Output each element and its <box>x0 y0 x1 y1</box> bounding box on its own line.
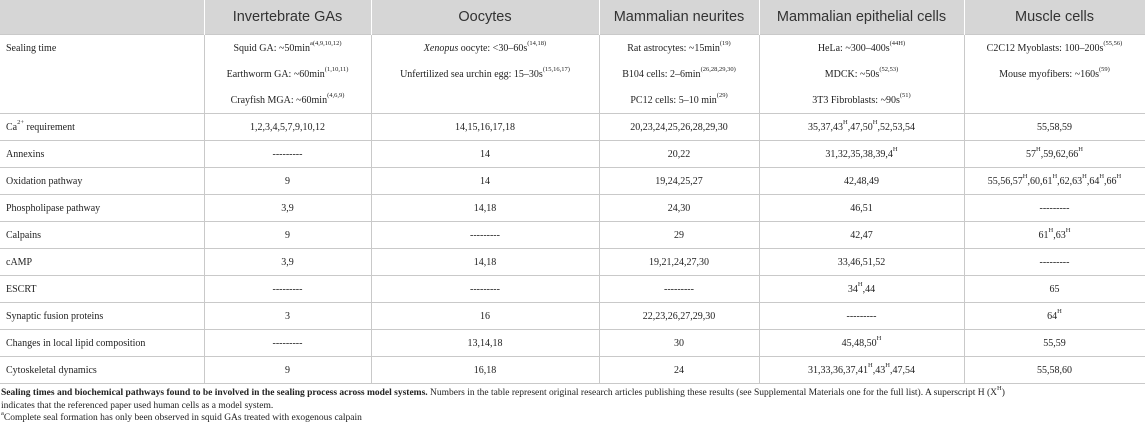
cell-sup: H <box>1065 227 1071 235</box>
table-cell: 14,18 <box>371 249 599 276</box>
table-cell: 55,58,59 <box>964 114 1145 141</box>
table-cell: $57^H,59,62,66^H$ <box>964 141 1145 168</box>
table-cell: PC12 cells: 5–10 $\min^{(29)}$ <box>599 87 759 114</box>
sealing-row <box>0 61 1145 87</box>
table-cell: Squid GA: $\sim 50\min^{a(4,9,10,12)}$ <box>204 35 371 62</box>
table-cell: 9 <box>204 168 371 195</box>
table-cell <box>371 87 599 114</box>
table-cell: Rat astrocytes: $\sim 15\min^{(19)}$ <box>599 35 759 62</box>
table-row <box>0 168 1145 195</box>
table-cell: 9 <box>204 222 371 249</box>
cell-sup: (1,10,11) <box>324 66 349 74</box>
row-label: Cytoskeletal dynamics <box>0 357 204 384</box>
table-cell: --------- <box>204 276 371 303</box>
table-cell: --------- <box>759 303 964 330</box>
table-cell: 55,58,60 <box>964 357 1145 384</box>
cell-sup: H <box>857 281 863 289</box>
table-row <box>0 330 1145 357</box>
row-label: cAMP <box>0 249 204 276</box>
table-cell: --------- <box>371 222 599 249</box>
table-row <box>0 195 1145 222</box>
cell-sup: H <box>1116 173 1122 181</box>
table-row <box>0 249 1145 276</box>
table-cell: 33,46,51,52 <box>759 249 964 276</box>
table-row <box>0 114 1145 141</box>
header-cell: Oocytes <box>371 0 599 35</box>
table-cell: $55,56,57^H,60,61^H,62,63^H,64^H,66^H$ <box>964 168 1145 195</box>
cell-sup: H <box>1052 173 1058 181</box>
table-cell: $45,48,50^H$ <box>759 330 964 357</box>
table-cell: HeLa: $\sim 300-400s^{(44H)}$ <box>759 35 964 62</box>
cell-sup: (52,53) <box>879 66 899 74</box>
cell-sup: (51) <box>899 92 911 100</box>
table-caption <box>0 384 1145 412</box>
header-cell: Invertebrate GAs <box>204 0 371 35</box>
table-cell: 16,18 <box>371 357 599 384</box>
caption-tail: ) <box>1001 388 1005 398</box>
cell-sup: H <box>876 335 882 343</box>
cell-sup: H <box>892 146 898 154</box>
row-label: $Ca^{2+}$ requirement <box>0 114 204 141</box>
cell-sup: (44H) <box>889 40 906 48</box>
table-cell: 22,23,26,27,29,30 <box>599 303 759 330</box>
table-cell: 20,23,24,25,26,28,29,30 <box>599 114 759 141</box>
table-footnote <box>0 409 1145 425</box>
row-label: ESCRT <box>0 276 204 303</box>
table-cell: 42,48,49 <box>759 168 964 195</box>
table-cell: 20,22 <box>599 141 759 168</box>
table-cell: 19,24,25,27 <box>599 168 759 195</box>
table-cell: $61^H,63^H$ <box>964 222 1145 249</box>
table-cell: 14,15,16,17,18 <box>371 114 599 141</box>
table-row <box>0 357 1145 384</box>
table-row <box>0 303 1145 330</box>
cell-sup: H <box>1078 146 1083 154</box>
header-cell <box>0 0 204 35</box>
table-cell: --------- <box>964 195 1145 222</box>
row-label <box>0 61 204 87</box>
table-cell: --------- <box>204 330 371 357</box>
cell-sup: H <box>868 362 873 370</box>
caption-bold: Sealing times and biochemical pathways found to be involved in the sealing process across model systems. <box>1 388 428 398</box>
table-cell: 3T3 Fibroblasts: $\sim 90s^{(51)}$ <box>759 87 964 114</box>
table-cell: B104 cells: $2-6\min^{(26,28,29,30)}$ <box>599 61 759 87</box>
cell-sup: H <box>872 119 878 127</box>
row-label: Changes in local lipid composition <box>0 330 204 357</box>
table-cell: 29 <box>599 222 759 249</box>
cell-sup: H <box>1082 173 1087 181</box>
cell-sup: H <box>1022 173 1028 181</box>
caption-line2: indicates that the referenced paper used human cells as a model system. <box>1 400 274 411</box>
table-row <box>0 276 1145 303</box>
table-cell: 30 <box>599 330 759 357</box>
table-cell: 3,9 <box>204 195 371 222</box>
row-label: Annexins <box>0 141 204 168</box>
sealing-row <box>0 35 1145 62</box>
row-label: Synaptic fusion proteins <box>0 303 204 330</box>
cell-sup: H <box>843 119 848 127</box>
table-cell: --------- <box>371 276 599 303</box>
header-cell: Mammalian neurites <box>599 0 759 35</box>
footnote-marker: a <box>1 409 4 417</box>
table-cell: 24 <box>599 357 759 384</box>
table-cell: $31,33,36,37,41^H,43^H,47,54$ <box>759 357 964 384</box>
table-cell: --------- <box>964 249 1145 276</box>
label-sup: 2+ <box>17 119 25 127</box>
table-row <box>0 141 1145 168</box>
table-body <box>0 35 1145 384</box>
table-cell: 55,59 <box>964 330 1145 357</box>
table-cell: 14 <box>371 141 599 168</box>
cell-sup: H <box>1099 173 1105 181</box>
table-cell: 24,30 <box>599 195 759 222</box>
row-label <box>0 87 204 114</box>
table-row <box>0 222 1145 249</box>
cell-italic: Xenopus <box>423 42 459 54</box>
cell-sup: (14,18) <box>527 40 547 48</box>
table-cell: $31,32,35,38,39,4^H$ <box>759 141 964 168</box>
cell-sup: H <box>1057 308 1062 316</box>
cell-sup: (26,28,29,30) <box>700 66 736 74</box>
header-cell: Muscle cells <box>964 0 1145 35</box>
table-cell: 3 <box>204 303 371 330</box>
table-cell: 65 <box>964 276 1145 303</box>
cell-sup: H <box>885 362 890 370</box>
caption-sup: H <box>996 384 1002 392</box>
table-cell: 14,18 <box>371 195 599 222</box>
cell-sup: (4,6,9) <box>327 92 345 100</box>
table-cell: $35,37,43^H,47,50^H,52,53,54$ <box>759 114 964 141</box>
table-cell: 1,2,3,4,5,7,9,10,12 <box>204 114 371 141</box>
table-cell: C2C12 Myoblasts: $100-200s^{(55,56)}$ <box>964 35 1145 62</box>
table-cell <box>964 87 1145 114</box>
table-cell: 14 <box>371 168 599 195</box>
table-cell: $64^H$ <box>964 303 1145 330</box>
table-cell: 13,14,18 <box>371 330 599 357</box>
table-cell: 16 <box>371 303 599 330</box>
table-cell: --------- <box>599 276 759 303</box>
cell-sup: H <box>1036 146 1041 154</box>
table-cell: 19,21,24,27,30 <box>599 249 759 276</box>
cell-sup: H <box>1048 227 1054 235</box>
cell-sup: (19) <box>719 40 731 48</box>
footnote-text: Complete seal formation has only been observed in squid GAs treated with exogenous calpain <box>3 413 362 423</box>
table-cell: --------- <box>204 141 371 168</box>
row-label: Phospholipase pathway <box>0 195 204 222</box>
header-row <box>0 0 1145 35</box>
table-cell: Crayfish MGA: $\sim 60\min^{(4,6,9)}$ <box>204 87 371 114</box>
sealing-row <box>0 87 1145 114</box>
header-cell: Mammalian epithelial cells <box>759 0 964 35</box>
caption-text: Numbers in the table represent original research articles publishing these results (see Supplemental Materials one for the full list). A superscript H (X <box>427 388 997 398</box>
table-cell: 46,51 <box>759 195 964 222</box>
cell-sup: a(4,9,10,12) <box>309 40 342 48</box>
row-label: Calpains <box>0 222 204 249</box>
table-cell: 42,47 <box>759 222 964 249</box>
cell-sup: (15,16,17) <box>542 66 570 74</box>
table-cell: 9 <box>204 357 371 384</box>
table-cell: Xenopus oocyte: $<30-60s^{(14,18)}$ <box>371 35 599 62</box>
table-cell: MDCK: $\sim 50s^{(52,53)}$ <box>759 61 964 87</box>
table-cell: Mouse myofibers: $\sim 160s^{(59)}$ <box>964 61 1145 87</box>
table-cell: Unfertilized sea urchin egg: $15-30s^{(15,16,17)}$ <box>371 61 599 87</box>
table-cell: $34^H,44$ <box>759 276 964 303</box>
row-label: Sealing time <box>0 35 204 62</box>
cell-sup: (55,56) <box>1103 40 1123 48</box>
table-cell: 3,9 <box>204 249 371 276</box>
cell-sup: (29) <box>716 92 728 100</box>
table-cell: Earthworm GA: $\sim 60\min^{(1,10,11)}$ <box>204 61 371 87</box>
row-label: Oxidation pathway <box>0 168 204 195</box>
cell-sup: (59) <box>1099 66 1110 74</box>
